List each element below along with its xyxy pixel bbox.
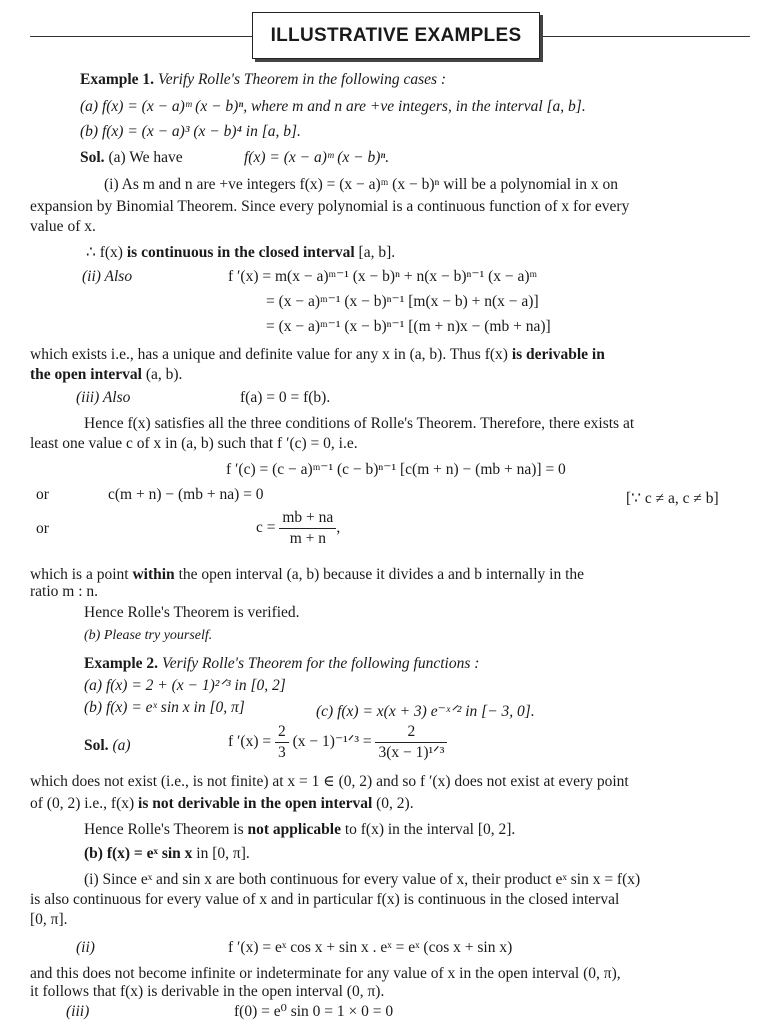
since-line-2: is also continuous for every value of x and in particular f(x) is continuous in the closed interval <box>30 891 620 908</box>
solution-label: Sol. <box>80 149 105 166</box>
c-equals: c = <box>256 519 276 537</box>
hence-line-1: Hence f(x) satisfies all the three conditions of Rolle's Theorem. Therefore, there exists at <box>84 415 635 432</box>
within-suffix: the open interval (a, b) because it divides a and b internally in the <box>174 566 585 583</box>
part-b-heading <box>84 844 250 864</box>
derivative-eq-2: = (x − a)ᵐ⁻¹ (x − b)ⁿ⁻¹ [m(x − b) + n(x − a)] <box>266 293 539 310</box>
example2-solution-start <box>84 736 131 756</box>
derivable-line-1 <box>30 345 605 365</box>
fprime-result-denominator: 3(x − 1)¹ᐟ³ <box>378 744 445 761</box>
example1-solution-start <box>80 148 183 168</box>
endpoint-equality: f(a) = 0 = f(b). <box>240 389 331 406</box>
ratio-line: ratio m : n. <box>30 583 99 600</box>
header-rule-right <box>540 36 750 37</box>
two-thirds-fraction <box>275 722 289 763</box>
not-applicable-bold: not applicable <box>247 821 341 838</box>
c-numerator: mb + na <box>279 508 336 529</box>
f-zero-eq: f(0) = e⁰ sin 0 = 1 × 0 = 0 <box>234 1003 394 1020</box>
polynomial-line-3: value of x. <box>30 218 96 235</box>
verified-line: Hence Rolle's Theorem is verified. <box>84 604 300 621</box>
example1-part-a: (a) f(x) = (x − a)ᵐ (x − b)ⁿ, where m and n are +ve integers, in the interval [a, b]. <box>80 98 586 115</box>
part-ii-label: (ii) Also <box>82 268 133 285</box>
not-applicable-suffix: to f(x) in the interval [0, 2]. <box>340 821 516 838</box>
example2-part-b: (b) f(x) = eˣ sin x in [0, π] <box>84 699 245 716</box>
part-b-interval: in [0, π]. <box>192 845 250 862</box>
part-iii-label: (iii) Also <box>76 389 131 406</box>
example2-part-a: (a) f(x) = 2 + (x − 1)²ᐟ³ in [0, 2] <box>84 677 286 694</box>
since-line-3: [0, π]. <box>30 911 68 928</box>
two-thirds-numerator: 2 <box>275 722 289 743</box>
solution-text: (a) We have <box>108 149 183 166</box>
not-applicable-line <box>84 820 515 840</box>
derivative-eq-3: = (x − a)ᵐ⁻¹ (x − b)ⁿ⁻¹ [(m + n)x − (mb + na)] <box>266 318 551 335</box>
example1-label: Example 1. <box>80 71 155 88</box>
part-b-function-bold: (b) f(x) = eˣ sin x <box>84 845 193 862</box>
not-derivable-bold: is not derivable in the open interval <box>138 795 373 812</box>
solution2-part-a: (a) <box>112 737 131 754</box>
fprime-result-fraction <box>375 722 447 763</box>
example2-heading <box>84 654 479 674</box>
two-thirds-denominator: 3 <box>278 744 286 761</box>
try-yourself-line: (b) Please try yourself. <box>84 628 213 643</box>
therefore-prefix: ∴ f(x) <box>86 244 127 261</box>
header-rule-left <box>30 36 252 37</box>
c-comma: , <box>336 519 341 537</box>
not-exist-line-2 <box>30 794 414 814</box>
c-solution <box>256 508 340 549</box>
within-bold: within <box>132 566 175 583</box>
example2-statement: Verify Rolle's Theorem for the following functions : <box>161 655 480 672</box>
example1-heading <box>80 70 446 90</box>
open-interval-text: (a, b). <box>141 366 183 383</box>
solution2-label: Sol. <box>84 737 109 754</box>
fprime-middle: (x − 1)⁻¹ᐟ³ = <box>292 733 372 751</box>
section-title-box <box>252 12 540 59</box>
example1-statement: Verify Rolle's Theorem in the following cases : <box>157 71 447 88</box>
indeterminate-line-2: it follows that f(x) is derivable in the open interval (0, π). <box>30 983 385 1000</box>
continuity-conclusion <box>86 243 395 263</box>
since-line-1: (i) Since eˣ and sin x are both continuous for every value of x, their product eˣ sin x = f(x) <box>84 871 641 888</box>
example2-label: Example 2. <box>84 655 159 672</box>
fprime-result-numerator: 2 <box>375 722 447 743</box>
derivable-bold: is derivable in <box>511 346 605 363</box>
because-note: [∵ c ≠ a, c ≠ b] <box>626 490 719 507</box>
derivable-text: which exists i.e., has a unique and definite value for any x in (a, b). Thus f(x) <box>30 346 512 363</box>
not-applicable-prefix: Hence Rolle's Theorem is <box>84 821 248 838</box>
open-interval-bold: the open interval <box>30 366 142 383</box>
part2-iii-label: (iii) <box>66 1003 90 1020</box>
within-prefix: which is a point <box>30 566 133 583</box>
polynomial-line-2: expansion by Binomial Theorem. Since every polynomial is a continuous function of x for every <box>30 198 630 215</box>
c-linear-equation: c(m + n) − (mb + na) = 0 <box>108 486 264 503</box>
example1-function-eq: f(x) = (x − a)ᵐ (x − b)ⁿ. <box>244 149 390 166</box>
continuity-bold: is continuous in the closed interval <box>126 244 355 261</box>
derivative-eq-1: f ′(x) = m(x − a)ᵐ⁻¹ (x − b)ⁿ + n(x − b)ⁿ⁻¹ (x − a)ᵐ <box>228 268 538 285</box>
example2-derivative <box>228 722 447 763</box>
or-label-2: or <box>36 520 49 537</box>
not-exist-line-1: which does not exist (i.e., is not finite) at x = 1 ∈ (0, 2) and so f ′(x) does not exist at every point <box>30 773 629 790</box>
example1-part-b: (b) f(x) = (x − a)³ (x − b)⁴ in [a, b]. <box>80 123 301 140</box>
or-label-1: or <box>36 486 49 503</box>
section-title: ILLUSTRATIVE EXAMPLES <box>270 24 522 46</box>
indeterminate-line-1: and this does not become infinite or indeterminate for any value of x in the open interval (0, π), <box>30 965 621 982</box>
c-denominator: m + n <box>289 530 326 547</box>
c-fraction <box>279 508 336 549</box>
derivable-line-2 <box>30 365 182 385</box>
within-line <box>30 565 584 585</box>
not-exist-prefix: of (0, 2) i.e., f(x) <box>30 795 139 812</box>
polynomial-line-1: (i) As m and n are +ve integers f(x) = (x − a)ᵐ (x − b)ⁿ will be a polynomial in x on <box>104 176 619 193</box>
continuity-interval: [a, b]. <box>354 244 396 261</box>
part2-derivative-eq: f ′(x) = eˣ cos x + sin x . eˣ = eˣ (cos x + sin x) <box>228 939 513 956</box>
fc-equation: f ′(c) = (c − a)ᵐ⁻¹ (c − b)ⁿ⁻¹ [c(m + n) − (mb + na)] = 0 <box>226 461 566 478</box>
hence-line-2: least one value c of x in (a, b) such that f ′(c) = 0, i.e. <box>30 435 358 452</box>
fprime-lhs: f ′(x) = <box>228 733 272 751</box>
not-exist-interval: (0, 2). <box>372 795 414 812</box>
example2-part-c: (c) f(x) = x(x + 3) e⁻ˣᐟ² in [− 3, 0]. <box>316 703 535 720</box>
part2-ii-label: (ii) <box>76 939 95 956</box>
